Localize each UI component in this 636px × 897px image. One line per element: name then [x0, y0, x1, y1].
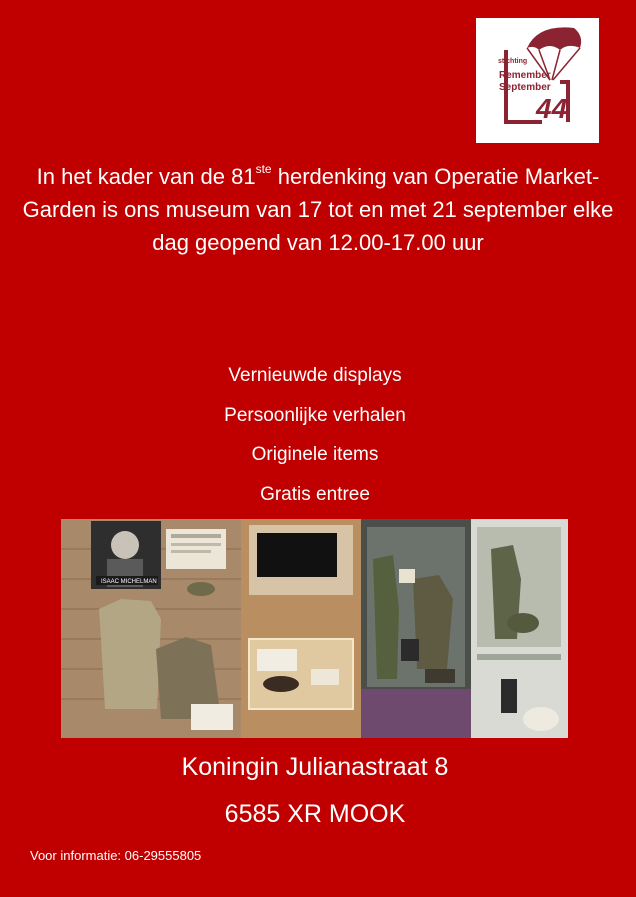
logo-small-text: stichting	[498, 58, 528, 65]
feature-item: Vernieuwde displays	[228, 365, 402, 386]
feature-item: Persoonlijke verhalen	[224, 404, 406, 426]
feature-list	[0, 362, 630, 520]
parachute-logo-icon	[476, 18, 599, 143]
feature-item: Gratis entree	[260, 483, 370, 505]
address-city: 6585 XR MOOK	[224, 800, 406, 828]
intro-part1: In het kader van de 81	[36, 164, 256, 189]
logo-line-september: September	[499, 82, 551, 93]
intro-superscript: ste	[255, 162, 272, 176]
poster-name-text: ISAAC MICHELMAN	[101, 579, 157, 585]
address-street: Koningin Julianastraat 8	[181, 753, 449, 781]
feature-item: Originele items	[251, 444, 379, 465]
museum-interior-image	[61, 519, 568, 738]
museum-photo	[61, 519, 568, 738]
contact-info: Voor informatie: 06-29555805	[30, 848, 202, 863]
remember-september-44-logo	[476, 18, 599, 143]
logo-year: 44	[536, 93, 568, 124]
intro-part2: herdenking van Operatie Market-Garden is ons museum van 17 tot en met 21 september elke dag geopend van 12.00-17.00 uur	[22, 164, 614, 255]
intro-text	[20, 160, 616, 259]
logo-line-remember: Remember	[499, 70, 551, 81]
